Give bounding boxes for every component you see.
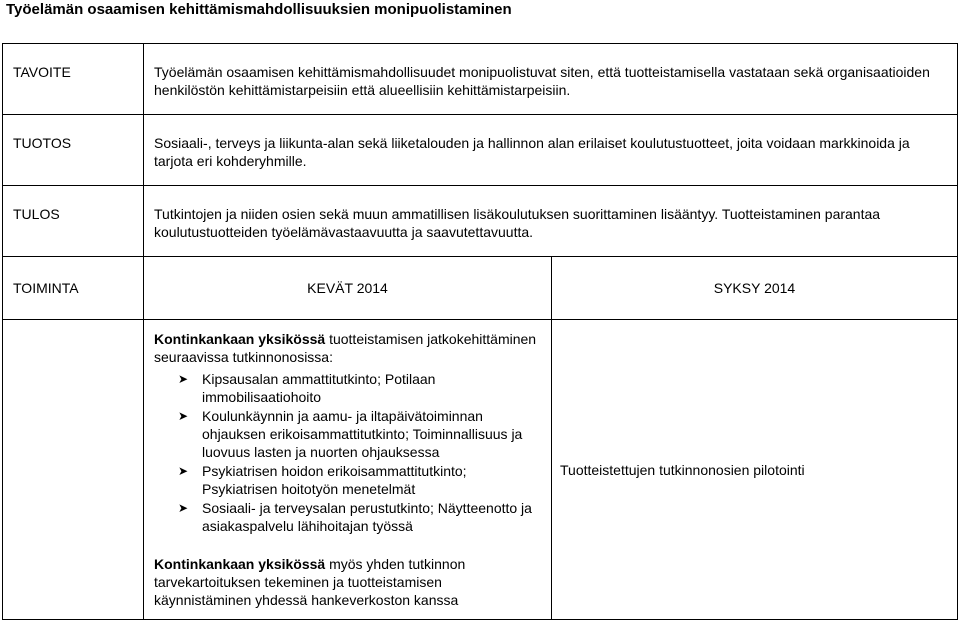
spacer bbox=[154, 539, 543, 555]
unit-name-bold: Kontinkankaan yksikössä bbox=[154, 331, 326, 347]
autumn-activities: Tuotteistettujen tutkinnonosien pilotointi bbox=[552, 320, 958, 620]
column-header-spring: KEVÄT 2014 bbox=[144, 257, 552, 320]
list-item bbox=[178, 370, 543, 406]
row-text-tavoite: Työelämän osaamisen kehittämismahdollisuudet monipuolistuvat siten, että tuotteistamisella vastataan sekä organisaatioiden henkilöstön kehittämistarpeisiin että alueellisiin kehittämistarpeisiin. bbox=[144, 44, 958, 115]
list-item bbox=[178, 499, 543, 535]
list-item bbox=[178, 407, 543, 461]
spring-paragraph-1-text: tuotteistamisen jatkokehittäminen seuraavissa tutkinnonosissa: bbox=[154, 331, 537, 365]
list-item bbox=[178, 462, 543, 498]
row-label-tulos: TULOS bbox=[3, 186, 144, 257]
spring-paragraph-2 bbox=[154, 555, 543, 609]
row-label-tuotos: TUOTOS bbox=[3, 115, 144, 186]
list-item-text: Kipsausalan ammattitutkinto; Potilaan immobilisaatiohoito bbox=[202, 371, 436, 405]
arrow-bullet-icon: ➤ bbox=[178, 409, 189, 423]
row-activities bbox=[3, 320, 958, 620]
spring-paragraph-2-text: myös yhden tutkinnon tarvekartoituksen tekeminen ja tuotteistamisen käynnistäminen yhdessä hankeverkoston kanssa bbox=[154, 556, 466, 608]
list-item-text: Psykiatrisen hoidon erikoisammattitutkinto; Psykiatrisen hoitotyön menetelmät bbox=[202, 463, 467, 497]
plan-table bbox=[2, 43, 958, 620]
spring-activities bbox=[144, 320, 552, 620]
arrow-bullet-icon: ➤ bbox=[178, 372, 189, 386]
qualification-list bbox=[154, 370, 543, 535]
row-tuotos bbox=[3, 115, 958, 186]
arrow-bullet-icon: ➤ bbox=[178, 464, 189, 478]
row-tavoite bbox=[3, 44, 958, 115]
column-header-autumn: SYKSY 2014 bbox=[552, 257, 958, 320]
list-item-text: Koulunkäynnin ja aamu- ja iltapäivätoiminnan ohjauksen erikoisammattitutkinto; Toiminnallisuus ja luovuus lasten ja nuorten ohjauksessa bbox=[202, 408, 523, 460]
row-toiminta-header bbox=[3, 257, 958, 320]
list-item-text: Sosiaali- ja terveysalan perustutkinto; Näytteenotto ja asiakaspalvelu lähihoitajan työssä bbox=[202, 500, 532, 534]
arrow-bullet-icon: ➤ bbox=[178, 501, 189, 515]
toiminta-label: TOIMINTA bbox=[3, 257, 144, 320]
unit-name-bold: Kontinkankaan yksikössä bbox=[154, 556, 326, 572]
document-title: Työelämän osaamisen kehittämismahdollisuuksien monipuolistaminen bbox=[6, 1, 512, 18]
row-tulos bbox=[3, 186, 958, 257]
row-label-tavoite: TAVOITE bbox=[3, 44, 144, 115]
spring-paragraph-1 bbox=[154, 330, 543, 366]
row-text-tuotos: Sosiaali-, terveys ja liikunta-alan sekä liiketalouden ja hallinnon alan erilaiset koulutustuotteet, joita voidaan markkinoida ja tarjota eri kohderyhmille. bbox=[144, 115, 958, 186]
row-text-tulos: Tutkintojen ja niiden osien sekä muun ammatillisen lisäkoulutuksen suorittaminen lisääntyy. Tuotteistaminen parantaa koulutustuotteiden työelämävastaavuutta ja saavutettavuutta. bbox=[144, 186, 958, 257]
activities-empty-cell bbox=[3, 320, 144, 620]
